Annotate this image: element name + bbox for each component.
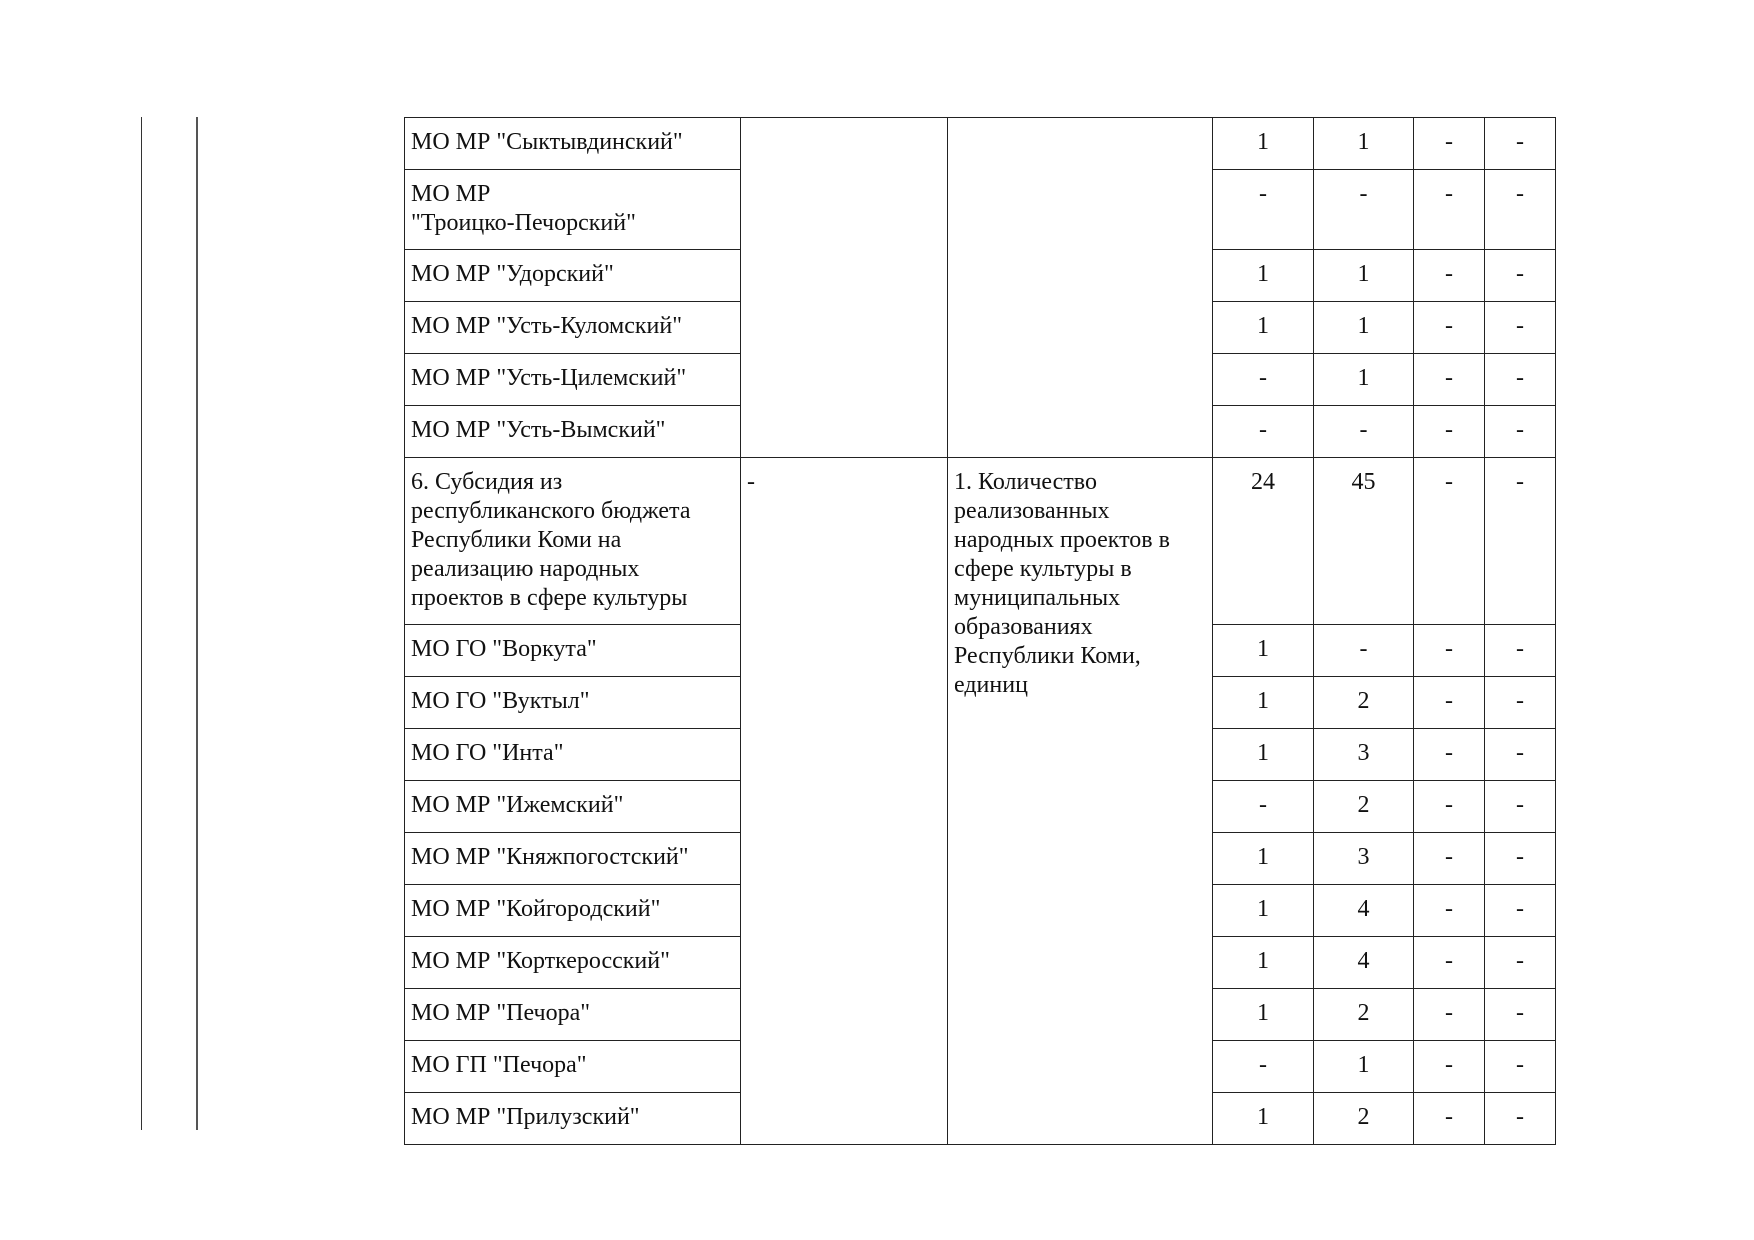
value-cell: 1 [1213, 937, 1314, 989]
value-cell: - [1485, 833, 1556, 885]
value-cell: - [1414, 170, 1485, 250]
municipality-name: МО ГО "Воркута" [405, 625, 741, 677]
value-cell: - [1414, 250, 1485, 302]
municipality-name: МО МР "Корткеросский" [405, 937, 741, 989]
value-cell: - [1414, 354, 1485, 406]
value-cell: - [1213, 170, 1314, 250]
value-cell: 3 [1314, 833, 1414, 885]
value-cell: - [1485, 989, 1556, 1041]
value-cell: - [1485, 354, 1556, 406]
value-cell: - [1414, 406, 1485, 458]
value-cell: - [1414, 729, 1485, 781]
total-value-cell: 24 [1213, 458, 1314, 625]
value-cell: - [1414, 625, 1485, 677]
value-cell: 2 [1314, 989, 1414, 1041]
value-cell: - [1485, 170, 1556, 250]
value-cell: - [1485, 885, 1556, 937]
value-cell: - [1485, 1093, 1556, 1145]
value-cell: - [1414, 302, 1485, 354]
value-cell: 1 [1213, 1093, 1314, 1145]
municipality-name: МО ГО "Вуктыл" [405, 677, 741, 729]
value-cell: - [1314, 625, 1414, 677]
municipality-name: МО МР "Койгородский" [405, 885, 741, 937]
value-cell: - [1213, 406, 1314, 458]
value-cell: - [1414, 677, 1485, 729]
value-cell: 1 [1314, 354, 1414, 406]
value-cell: - [1414, 885, 1485, 937]
value-cell: 1 [1213, 989, 1314, 1041]
value-cell: 4 [1314, 885, 1414, 937]
municipality-name: МО МР "Ижемский" [405, 781, 741, 833]
value-cell: - [1414, 833, 1485, 885]
value-cell: 1 [1314, 118, 1414, 170]
value-cell: - [1485, 729, 1556, 781]
municipality-name: МО ГП "Печора" [405, 1041, 741, 1093]
value-cell: - [1414, 937, 1485, 989]
value-cell: - [1414, 781, 1485, 833]
total-value-cell: 45 [1314, 458, 1414, 625]
value-cell: - [1485, 625, 1556, 677]
value-cell: - [1213, 781, 1314, 833]
total-value-cell: - [1414, 458, 1485, 625]
value-cell: 1 [1213, 302, 1314, 354]
value-cell: 2 [1314, 1093, 1414, 1145]
value-cell: 1 [1314, 1041, 1414, 1093]
value-cell: - [1213, 354, 1314, 406]
municipality-name: МО МР "Усть-Цилемский" [405, 354, 741, 406]
value-cell: 1 [1213, 625, 1314, 677]
value-cell: 2 [1314, 677, 1414, 729]
value-cell: 1 [1213, 118, 1314, 170]
municipality-name: МО МР "Усть-Куломский" [405, 302, 741, 354]
left-column-line [196, 117, 198, 1130]
value-cell: - [1485, 677, 1556, 729]
value-cell: - [1414, 1093, 1485, 1145]
municipality-name: МО МР "Княжпогостский" [405, 833, 741, 885]
municipality-name: МО МР "Сыктывдинский" [405, 118, 741, 170]
empty-cell [948, 118, 1213, 458]
municipality-name: МО МР "Усть-Вымский" [405, 406, 741, 458]
subsidy-title: 6. Субсидия из республиканского бюджета Республики Коми на реализацию народных проектов в сфере культуры [405, 458, 741, 625]
value-cell: 1 [1213, 677, 1314, 729]
value-cell: - [1485, 937, 1556, 989]
municipality-name: МО МР "Прилузский" [405, 1093, 741, 1145]
value-cell: - [1485, 302, 1556, 354]
table-row [405, 118, 1556, 170]
empty-cell [741, 118, 948, 458]
total-value-cell: - [1485, 458, 1556, 625]
value-cell: - [1314, 170, 1414, 250]
name-line: МО МР [411, 181, 491, 207]
value-cell: - [1414, 118, 1485, 170]
municipality-name: МО МР "Печора" [405, 989, 741, 1041]
value-cell: - [1485, 250, 1556, 302]
value-cell: 2 [1314, 781, 1414, 833]
subsidy-table [404, 117, 1556, 1145]
table-row-section-header [405, 458, 1556, 625]
value-cell: - [1414, 989, 1485, 1041]
municipality-name: МО МР "Удорский" [405, 250, 741, 302]
col2-cell: - [741, 458, 948, 1145]
value-cell: 1 [1314, 250, 1414, 302]
value-cell: 4 [1314, 937, 1414, 989]
value-cell: 1 [1213, 729, 1314, 781]
municipality-name: МО ГО "Инта" [405, 729, 741, 781]
name-line: "Троицко-Печорский" [411, 210, 636, 236]
value-cell: - [1485, 118, 1556, 170]
value-cell: - [1314, 406, 1414, 458]
value-cell: - [1485, 406, 1556, 458]
value-cell: - [1414, 1041, 1485, 1093]
value-cell: 1 [1314, 302, 1414, 354]
left-margin-line [141, 117, 142, 1130]
value-cell: - [1485, 1041, 1556, 1093]
value-cell: 3 [1314, 729, 1414, 781]
indicator-cell: 1. Количество реализованных народных проектов в сфере культуры в муниципальных образованиях Республики Коми, единиц [948, 458, 1213, 1145]
value-cell: - [1213, 1041, 1314, 1093]
value-cell: 1 [1213, 250, 1314, 302]
value-cell: 1 [1213, 833, 1314, 885]
value-cell: 1 [1213, 885, 1314, 937]
municipality-name [405, 170, 741, 250]
value-cell: - [1485, 781, 1556, 833]
